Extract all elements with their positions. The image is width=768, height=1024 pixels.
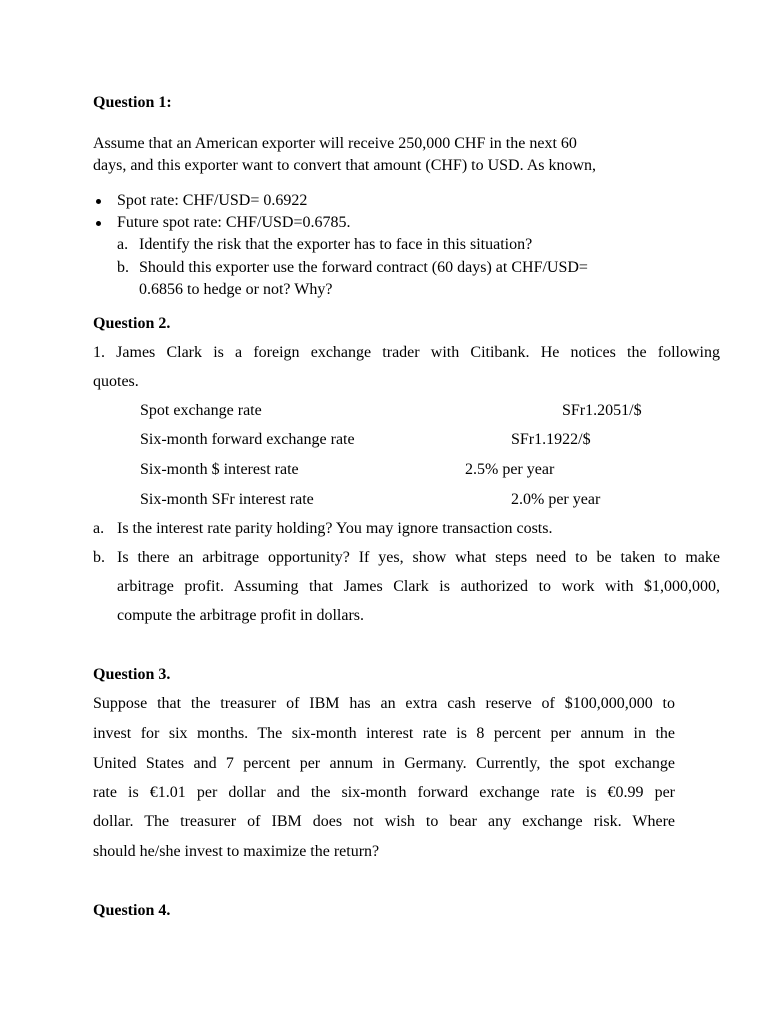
- question-4-heading: Question 4.: [93, 902, 171, 919]
- bullet-icon: [96, 199, 101, 204]
- question-1-intro-line-2: days, and this exporter want to convert that amount (CHF) to USD. As known,: [93, 157, 597, 174]
- quote-label-spot: Spot exchange rate: [140, 402, 262, 419]
- question-1-bullet-future-spot-rate: Future spot rate: CHF/USD=0.6785.: [117, 214, 351, 231]
- question-2-sub-b-label: b.: [93, 549, 105, 566]
- quote-label-forward: Six-month forward exchange rate: [140, 431, 355, 448]
- question-2-intro-line-1: 1. James Clark is a foreign exchange trader with Citibank. He notices the following: [93, 344, 720, 361]
- question-3-heading: Question 3.: [93, 666, 171, 683]
- question-1-sub-b-line-1: Should this exporter use the forward contract (60 days) at CHF/USD=: [139, 259, 588, 276]
- bullet-icon: [96, 221, 101, 226]
- question-2-sub-a-label: a.: [93, 520, 105, 537]
- question-3-line-3: United States and 7 percent per annum in Germany. Currently, the spot exchange: [93, 755, 675, 772]
- question-1-sub-b-label: b.: [117, 259, 129, 276]
- question-1-bullet-spot-rate: Spot rate: CHF/USD= 0.6922: [117, 192, 308, 209]
- quote-value-forward: SFr1.1922/$: [511, 431, 591, 448]
- question-1-sub-a-label: a.: [117, 236, 129, 253]
- question-2-heading: Question 2.: [93, 315, 171, 332]
- question-2-sub-b-line-1: Is there an arbitrage opportunity? If yes, show what steps need to be taken to make: [117, 549, 720, 566]
- question-3-line-2: invest for six months. The six-month interest rate is 8 percent per annum in the: [93, 725, 675, 742]
- question-2-sub-b-line-2: arbitrage profit. Assuming that James Clark is authorized to work with $1,000,000,: [117, 578, 720, 595]
- question-3-line-6: should he/she invest to maximize the return?: [93, 843, 380, 860]
- quote-label-sfr-interest: Six-month SFr interest rate: [140, 491, 314, 508]
- question-1-heading: Question 1:: [93, 94, 172, 111]
- question-1-sub-a-text: Identify the risk that the exporter has to face in this situation?: [139, 236, 533, 253]
- question-3-line-4: rate is €1.01 per dollar and the six-month forward exchange rate is €0.99 per: [93, 784, 675, 801]
- question-1-intro-line-1: Assume that an American exporter will receive 250,000 CHF in the next 60: [93, 135, 577, 152]
- question-2-intro-line-2: quotes.: [93, 373, 139, 390]
- quote-value-spot: SFr1.2051/$: [562, 402, 642, 419]
- question-2-sub-a-text: Is the interest rate parity holding? You may ignore transaction costs.: [117, 520, 553, 537]
- question-1-sub-b-line-2: 0.6856 to hedge or not? Why?: [139, 281, 333, 298]
- question-3-line-5: dollar. The treasurer of IBM does not wish to bear any exchange risk. Where: [93, 813, 675, 830]
- quote-label-usd-interest: Six-month $ interest rate: [140, 461, 299, 478]
- question-2-sub-b-line-3: compute the arbitrage profit in dollars.: [117, 607, 365, 624]
- quote-value-sfr-interest: 2.0% per year: [511, 491, 601, 508]
- quote-value-usd-interest: 2.5% per year: [465, 461, 555, 478]
- question-3-line-1: Suppose that the treasurer of IBM has an extra cash reserve of $100,000,000 to: [93, 695, 675, 712]
